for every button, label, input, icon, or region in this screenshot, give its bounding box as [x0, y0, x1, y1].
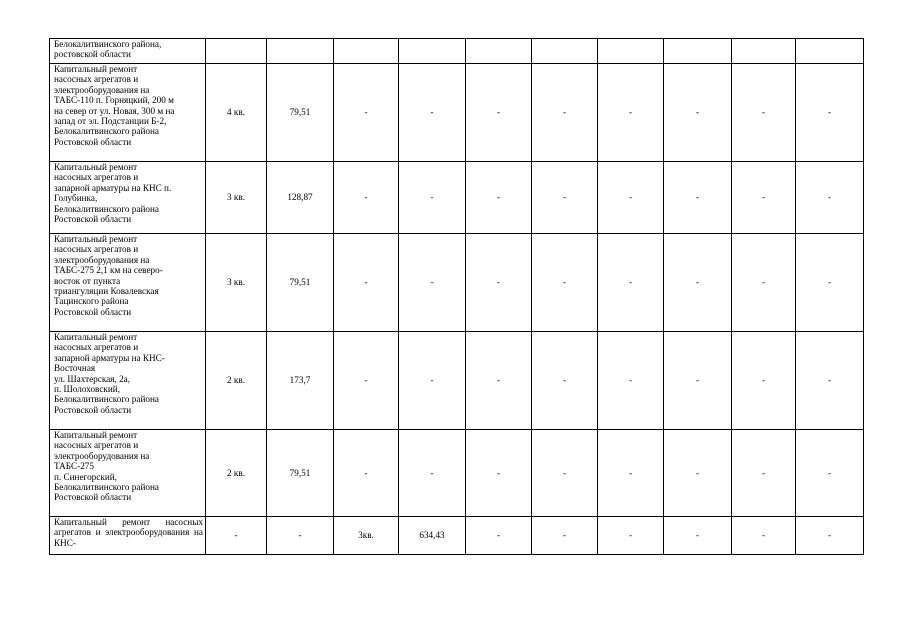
table-cell	[206, 39, 267, 64]
table-cell: 3 кв.	[206, 162, 267, 234]
table-cell: -	[532, 234, 598, 332]
table-row	[50, 162, 864, 234]
table-cell: -	[732, 64, 796, 162]
table-cell: -	[796, 430, 864, 517]
work-description: Капитальный ремонт насосных агрегатов и электрооборудования на ТАБС-110 п. Горняцкий, 200 м на север от ул. Новая, 300 м на запад от эл. Подстанции Б-2, Белокалитвинского района Ростовской области	[50, 64, 206, 162]
table-cell: -	[664, 332, 732, 430]
table-cell: -	[598, 234, 664, 332]
table-cell: -	[399, 162, 466, 234]
table-cell: -	[334, 64, 399, 162]
table-cell: 128,87	[267, 162, 334, 234]
work-schedule-table	[49, 38, 864, 555]
table-cell: -	[206, 517, 267, 555]
table-cell: 2 кв.	[206, 430, 267, 517]
table-cell: 79,51	[267, 234, 334, 332]
table-cell	[532, 39, 598, 64]
table-cell: -	[466, 64, 532, 162]
table-cell: -	[399, 64, 466, 162]
table-cell	[732, 39, 796, 64]
table-cell: -	[399, 234, 466, 332]
table-cell: -	[598, 517, 664, 555]
table-cell: -	[399, 332, 466, 430]
table-cell: 173,7	[267, 332, 334, 430]
table-cell: -	[598, 430, 664, 517]
table-cell: -	[732, 517, 796, 555]
table-cell	[334, 39, 399, 64]
table-cell: 2 кв.	[206, 332, 267, 430]
table-cell: -	[732, 234, 796, 332]
table-cell: 3кв.	[334, 517, 399, 555]
table-cell: -	[796, 64, 864, 162]
table-row	[50, 517, 864, 555]
table-cell: -	[664, 430, 732, 517]
table-cell	[267, 39, 334, 64]
table-cell: -	[466, 517, 532, 555]
table-cell: 3 кв.	[206, 234, 267, 332]
work-description: Капитальный ремонт насосных агрегатов и электрооборудования на ТАБС-275 п. Синегорский, Белокалитвинского района Ростовской области	[50, 430, 206, 517]
table-cell: -	[532, 162, 598, 234]
table-cell	[466, 39, 532, 64]
work-description: Капитальный ремонт насосных агрегатов и запарной арматуры на КНС п. Голубинка, Белокалитвинского района Ростовской области	[50, 162, 206, 234]
table-cell: -	[334, 162, 399, 234]
table-cell: -	[598, 332, 664, 430]
work-description: Белокалитвинского района, ростовской области	[50, 39, 206, 64]
table-row	[50, 430, 864, 517]
table-cell: -	[732, 162, 796, 234]
table-cell: 4 кв.	[206, 64, 267, 162]
table-row	[50, 39, 864, 64]
table-cell: -	[466, 332, 532, 430]
table-cell: -	[532, 332, 598, 430]
table-row	[50, 64, 864, 162]
table-cell: -	[466, 430, 532, 517]
table-cell: -	[732, 430, 796, 517]
table-row	[50, 234, 864, 332]
table-cell: -	[796, 332, 864, 430]
table-cell	[598, 39, 664, 64]
table-cell: 634,43	[399, 517, 466, 555]
table-row	[50, 332, 864, 430]
table-cell: -	[532, 430, 598, 517]
work-description: Капитальный ремонт насосных агрегатов и запарной арматуры на КНС- Восточная ул. Шахтерская, 2а, п. Шолоховский, Белокалитвинского района Ростовской области	[50, 332, 206, 430]
table-cell: -	[664, 162, 732, 234]
table-cell: -	[532, 64, 598, 162]
table-cell: -	[267, 517, 334, 555]
table-cell: -	[664, 234, 732, 332]
table-cell	[664, 39, 732, 64]
table-cell: -	[664, 64, 732, 162]
table-cell: 79,51	[267, 64, 334, 162]
table-cell: -	[796, 517, 864, 555]
table-cell: -	[532, 517, 598, 555]
work-description: Капитальный ремонт насосных агрегатов и электрооборудования на КНС-	[50, 517, 206, 555]
table-cell: 79,51	[267, 430, 334, 517]
table-cell: -	[466, 234, 532, 332]
table-cell	[796, 39, 864, 64]
table-cell: -	[399, 430, 466, 517]
table-cell: -	[796, 162, 864, 234]
table-cell: -	[664, 517, 732, 555]
table-cell: -	[796, 234, 864, 332]
table-cell: -	[334, 234, 399, 332]
work-description: Капитальный ремонт насосных агрегатов и электрооборудования на ТАБС-275 2,1 км на северо- восток от пункта триангуляции Ковалевская Тацинского района Ростовской области	[50, 234, 206, 332]
table-cell: -	[466, 162, 532, 234]
table-cell: -	[334, 430, 399, 517]
table-cell: -	[732, 332, 796, 430]
table-cell: -	[598, 64, 664, 162]
table-cell: -	[334, 332, 399, 430]
table-cell	[399, 39, 466, 64]
table-cell: -	[598, 162, 664, 234]
